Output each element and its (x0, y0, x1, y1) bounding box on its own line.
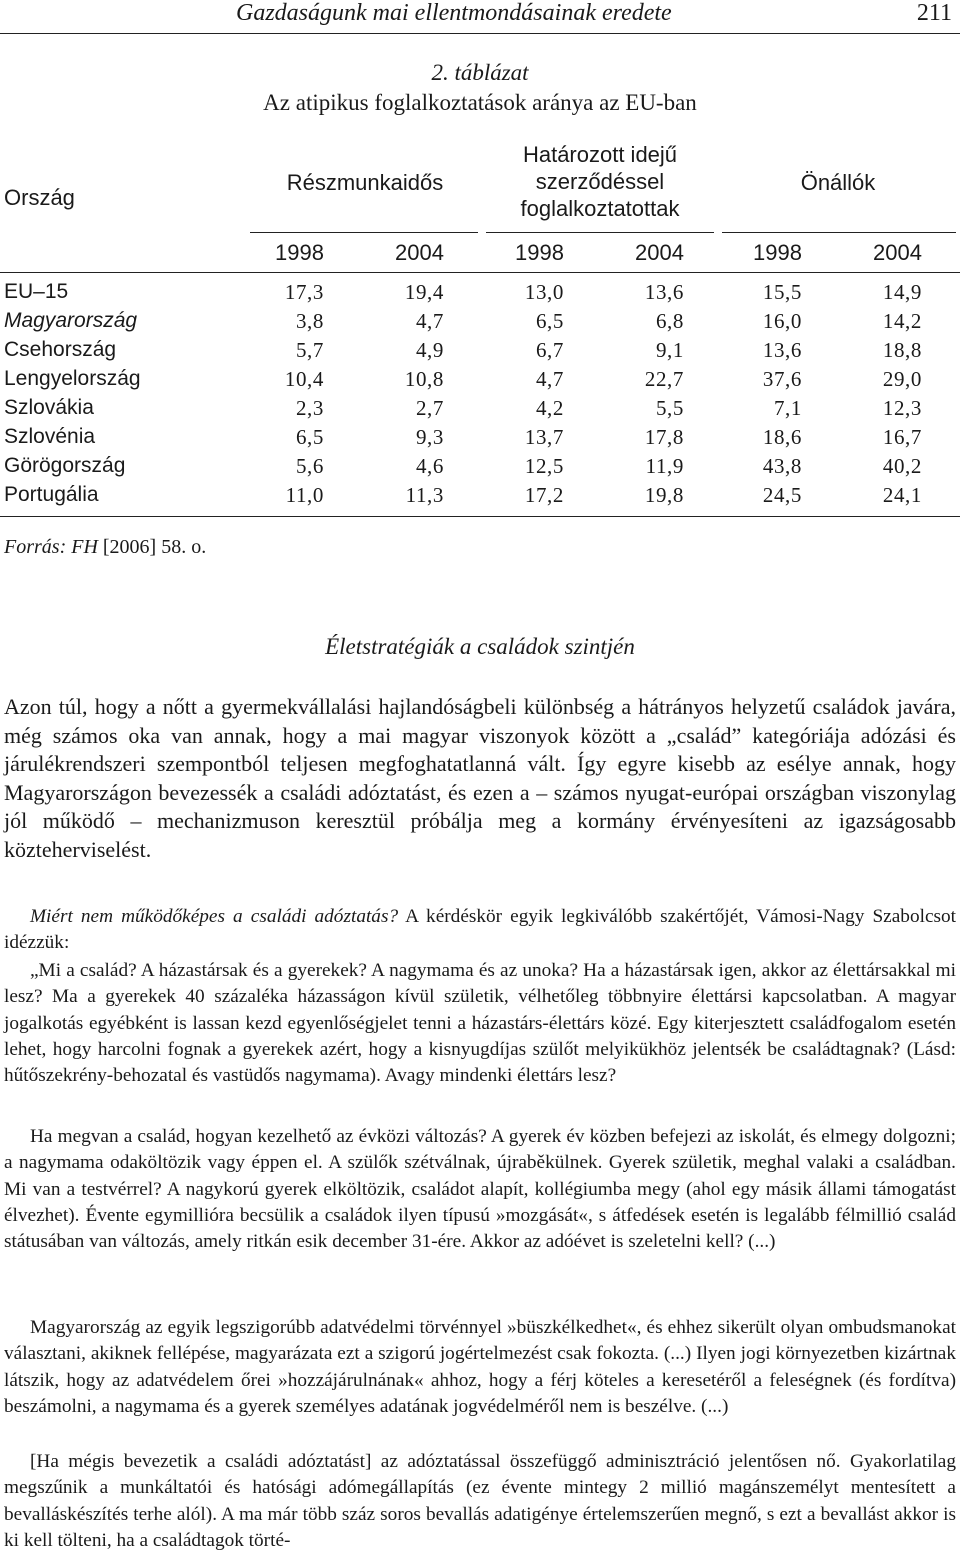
column-group-parttime: Részmunkaidős (286, 170, 444, 195)
column-group-fixed-term (480, 141, 720, 222)
quote-paragraph: Ha megvan a család, hogyan kezelhető az évközi változás? A gyerek év közben befejezi az iskolát, és elmegy dolgozni; a nagymama odaköltözik vagy éppen el. A szülők szétválnak, újraběkülnek. Gyerek születik, meghal valaki a családban. Mi van a testvérrel? A nagykorú gyerek elköltözik, családot alapít, kollégiumba megy (ahol egy másik állami támogatást élvezhet). Évente egymillióra becsülik a családok ilyen típusú »mozgását«, s átfedések esetén is legalább félmillió család státusában van változás, amely ritkán esik december 31-ére. Akkor az adóévet is szeletelni kell? (...) (4, 1126, 956, 1253)
value-cell: 2,7 (415, 396, 444, 420)
running-head (0, 0, 960, 34)
value-cell: 10,4 (284, 367, 324, 391)
column-group-line: szerződéssel (535, 169, 665, 194)
table-row (0, 367, 960, 396)
year-header: 1998 (275, 240, 324, 265)
header-rule (0, 33, 960, 34)
value-cell: 4,2 (535, 396, 564, 420)
group-rule (486, 232, 714, 233)
value-cell: 11,3 (405, 483, 444, 507)
table-caption (0, 58, 960, 118)
table-number: 2. táblázat (431, 60, 529, 85)
value-cell: 4,9 (415, 338, 444, 362)
quote-intro-text: A kérdéskör egyik legkiválóbb szakértőjét, Vámosi-Nagy Szabolcsot idézzük: (4, 906, 956, 954)
value-cell: 13,6 (762, 338, 802, 362)
value-cell: 6,8 (655, 309, 684, 333)
value-cell: 4,7 (535, 367, 564, 391)
table-row (0, 483, 960, 512)
group-rule (250, 232, 478, 233)
country-cell: EU–15 (4, 280, 69, 303)
table-body (0, 280, 960, 512)
quote-paragraph: [Ha mégis bevezetik a családi adóztatást] az adóztatással összefüggő adminisztráció jelentősen nő. Gyakorlatilag megszűnik a munkáltatói és hatósági adómegállapítás (ez évente mintegy 2 millió magánszemélyt mentesített a bevalláskészítés terhe alól). A ma már több száz soros bevallás adatigénye értelemszerűen megnő, s ezt a bevallást akkor is ki kell tölteni, ha a családtagok törté- (4, 1451, 956, 1551)
country-cell: Szlovákia (4, 396, 94, 419)
value-cell: 24,5 (762, 483, 802, 507)
table-row (0, 280, 960, 309)
section-heading: Életstratégiák a családok szintjén (325, 634, 635, 659)
value-cell: 29,0 (882, 367, 922, 391)
value-cell: 37,6 (762, 367, 802, 391)
value-cell: 12,5 (524, 454, 564, 478)
value-cell: 3,8 (295, 309, 324, 333)
value-cell: 18,8 (882, 338, 922, 362)
value-cell: 24,1 (882, 483, 922, 507)
table-row (0, 425, 960, 454)
column-group-self-employed: Önállók (800, 170, 876, 195)
value-cell: 9,3 (415, 425, 444, 449)
quote-intro-question: Miért nem működőképes a családi adóztatás? (30, 906, 399, 927)
quote-intro (4, 904, 956, 957)
value-cell: 5,5 (655, 396, 684, 420)
column-group-line: Határozott idejű (522, 142, 678, 167)
year-header: 1998 (515, 240, 564, 265)
country-cell: Portugália (4, 483, 99, 506)
value-cell: 7,1 (773, 396, 802, 420)
source-label: Forrás: FH (4, 536, 98, 558)
country-cell: Görögország (4, 454, 126, 477)
value-cell: 10,8 (404, 367, 444, 391)
table-bottom-rule (0, 516, 960, 517)
table-row (0, 309, 960, 338)
body-paragraph: Azon túl, hogy a nőtt a gyermekvállalási hajlandóságbeli különbség a hátrányos helyzetű családok javára, még számos oka van annak, hogy a mai magyar viszonyok között a „család” kategóriája adózási és járulékrendszeri szempontból teljesen megfoghatatlanná vált. Így egyre kisebb az esélye annak, hogy Magyarországon bevezessék a családi adóztatást, és ezen a – számos nyugat-európai országban viszonylag jól működő – mechanizmuson keresztül próbálja meg a kormány érvényesíteni az igazságosabb közteherviselést. (4, 694, 956, 862)
country-cell: Szlovénia (4, 425, 96, 448)
value-cell: 17,8 (644, 425, 684, 449)
value-cell: 12,3 (882, 396, 922, 420)
group-rule (722, 232, 956, 233)
running-title: Gazdaságunk mai ellentmondásainak eredete (236, 0, 672, 26)
table-source (4, 536, 206, 559)
value-cell: 11,0 (285, 483, 324, 507)
column-header-country: Ország (4, 185, 75, 210)
value-cell: 14,2 (882, 309, 922, 333)
country-cell: Magyarország (4, 309, 138, 332)
value-cell: 17,3 (284, 280, 324, 304)
year-header: 2004 (873, 240, 922, 265)
country-cell: Csehország (4, 338, 117, 361)
value-cell: 19,8 (644, 483, 684, 507)
value-cell: 14,9 (882, 280, 922, 304)
value-cell: 15,5 (762, 280, 802, 304)
quote-paragraph: „Mi a család? A házastársak és a gyerekek? A nagymama és az unoka? Ha a házastársak igen, akkor az élettársakkal mi lesz? Ma a gyerekek 40 százaléka házasságon kívül születik, vélhetőleg többnyire élettársi kapcsolatban. A magyar jogalkotás egyébként is lassan kezd egyenlőségjelet tenni a házastárs-élettárs közé. Egy kiterjesztett családfogalom esetén lehet, hogy harcolni fognak a gyerekek azért, hogy a kisnyugdíjas szülőt melyikükhöz jelentsék be családtagnak? (Lásd: hűtőszekrény-behozatal és vastüdős nagymama). Avagy mindenki élettárs lesz? (4, 960, 956, 1087)
value-cell: 4,6 (415, 454, 444, 478)
value-cell: 13,7 (524, 425, 564, 449)
value-cell: 5,6 (295, 454, 324, 478)
value-cell: 9,1 (655, 338, 684, 362)
column-group-line: foglalkoztatottak (520, 196, 680, 221)
year-header: 1998 (753, 240, 802, 265)
value-cell: 16,0 (762, 309, 802, 333)
source-reference: [2006] 58. o. (97, 536, 207, 558)
value-cell: 6,5 (295, 425, 324, 449)
table-title: Az atipikus foglalkoztatások aránya az EU-ban (263, 90, 697, 115)
header-bottom-rule (0, 272, 960, 273)
value-cell: 22,7 (644, 367, 684, 391)
value-cell: 40,2 (882, 454, 922, 478)
value-cell: 4,7 (415, 309, 444, 333)
value-cell: 13,0 (524, 280, 564, 304)
year-header: 2004 (395, 240, 444, 265)
value-cell: 6,7 (535, 338, 564, 362)
value-cell: 19,4 (404, 280, 444, 304)
value-cell: 17,2 (524, 483, 564, 507)
value-cell: 16,7 (882, 425, 922, 449)
quote-paragraph: Magyarország az egyik legszigorúbb adatvédelmi törvénnyel »büszkélkedhet«, és ehhez sikerült olyan ombudsmanokat választani, akiknek fellépése, magyarázata ezt a szigorú jogértelmezést csak fokozta. (...) Ilyen jogi környezetben kizártnak látszik, hogy az adatvédelem őrei »hozzájárulnának« ahhoz, hogy a férj köteles a keresetéről a feleségnek (és fordítva) beszámolni, a nagymama és a gyerek személyes adatának jogvédelméről nem is beszélve. (...) (4, 1317, 956, 1417)
year-header: 2004 (635, 240, 684, 265)
value-cell: 11,9 (645, 454, 684, 478)
page-number: 211 (916, 0, 952, 26)
value-cell: 18,6 (762, 425, 802, 449)
value-cell: 43,8 (762, 454, 802, 478)
value-cell: 13,6 (644, 280, 684, 304)
value-cell: 2,3 (295, 396, 324, 420)
value-cell: 6,5 (535, 309, 564, 333)
country-cell: Lengyelország (4, 367, 141, 390)
table-row (0, 396, 960, 425)
value-cell: 5,7 (295, 338, 324, 362)
table-row (0, 338, 960, 367)
table-row (0, 454, 960, 483)
